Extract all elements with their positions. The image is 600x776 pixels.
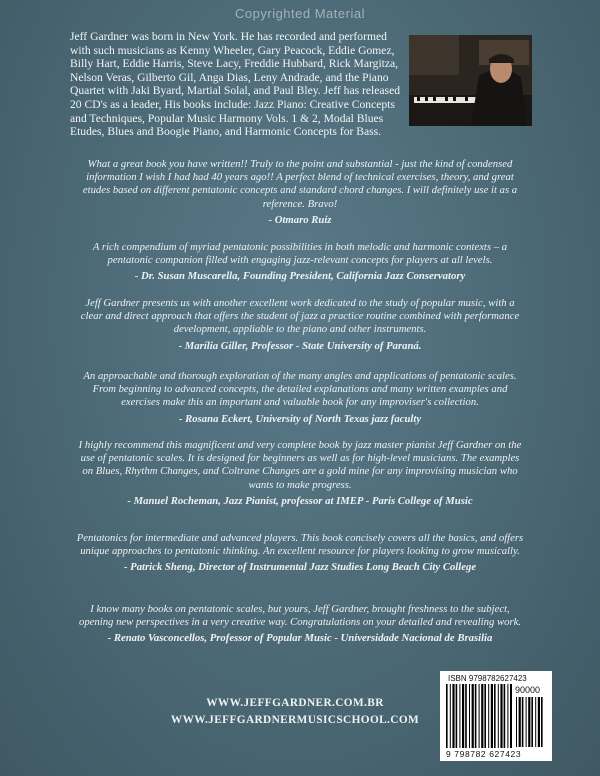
website-url-1[interactable]: WWW.JEFFGARDNER.COM.BR: [206, 697, 384, 709]
website-links: [130, 695, 460, 729]
review-quote: What a great book you have written!! Truly to the point and substantial - just the kind of condensed information I wish I had had 40 years ago!! A perfect blend of technical exercises, theory, and great etudes based on different pentatonic concepts and standard chord changes. I will definitely use it as a reference. Bravo!: [82, 158, 518, 210]
review-quote: Pentatonics for intermediate and advanced players. This book concisely covers all the basics, and offers unique approaches to pentatonic thinking. An excellent resource for players looking to grow musically.: [76, 532, 524, 558]
review-author: - Patrick Sheng, Director of Instrumental Jazz Studies Long Beach City College: [123, 561, 477, 574]
review-author: - Dr. Susan Muscarella, Founding President, California Jazz Conservatory: [134, 270, 466, 283]
review-2: [75, 241, 525, 284]
review-author: - Otmaro Ruiz: [268, 213, 332, 226]
review-author: - Marília Giller, Professor - State University of Paraná.: [178, 339, 422, 352]
review-author: - Rosana Eckert, University of North Texas jazz faculty: [178, 412, 422, 425]
review-quote: I highly recommend this magnificent and very complete book by jazz master pianist Jeff Gardner on the use of pentatonic scales. It is designed for beginners as well as for high-level musicians. The examples on Blues, Rhythm Changes, and Coltrane Changes are a gold mine for any improvising musician who wants to make progress.: [78, 439, 522, 491]
author-bio: Jeff Gardner was born in New York. He has recorded and performed with such musicians as Kenny Wheeler, Gary Peacock, Eddie Gomez, Billy Hart, Eddie Harris, Steve Lacy, Freddie Hubbard, Rick Margitza, Nelson Veras, Gilberto Gil, Anga Dias, Leny Andrade, and the Piano Quartet with Jaki Byard, Martial Solal, and Paul Bley. Jeff has released 20 CD's as a leader, His books include: Jazz Piano: Creative Concepts and Techniques, Popular Music Harmony Vols. 1 & 2, Modal Blues Etudes, Blues and Boogie Piano, and Harmonic Concepts for Bass.: [70, 30, 401, 139]
copyright-watermark: Copyrighted Material: [235, 6, 365, 21]
review-author: - Renato Vasconcellos, Professor of Popular Music - Universidade Nacional de Brasilia: [107, 632, 493, 645]
barcode-bars: [446, 684, 512, 748]
isbn-label: ISBN 9798782627423: [448, 674, 527, 683]
review-quote: A rich compendium of myriad pentatonic possibilities in both melodic and harmonic contexts – a pentatonic companion filled with engaging jazz-relevant concepts for players at all levels.: [92, 241, 508, 267]
review-3: [75, 297, 525, 353]
isbn-barcode: [440, 671, 552, 761]
website-url-2[interactable]: WWW.JEFFGARDNERMUSICSCHOOL.COM: [170, 714, 420, 726]
review-quote: An approachable and thorough exploration of the many angles and applications of pentatonic scales. From beginning to advanced concepts, the detailed explanations and many written examples and exercises make this an important and valuable book for any improviser's collection.: [83, 370, 517, 409]
review-author: - Manuel Rocheman, Jazz Pianist, professor at IMEP - Paris College of Music: [127, 494, 473, 507]
review-6: [75, 532, 525, 575]
review-quote: Jeff Gardner presents us with another excellent work dedicated to the study of popular music, with a clear and direct approach that offers the student of jazz a practice routine combined with performance development, appliable to the piano and other instruments.: [80, 297, 520, 336]
price-barcode-bars: [516, 697, 546, 747]
author-photo: [409, 35, 532, 126]
review-7: [75, 603, 525, 646]
review-1: [75, 158, 525, 227]
review-5: [75, 439, 525, 508]
review-quote: I know many books on pentatonic scales, but yours, Jeff Gardner, brought freshness to the subject, opening new perspectives in a very creative way. Congratulations on your detailed and revealing work.: [78, 603, 522, 629]
price-code: 90000: [515, 685, 541, 695]
barcode-digits: 9 798782 627423: [446, 749, 522, 759]
review-4: [75, 370, 525, 426]
